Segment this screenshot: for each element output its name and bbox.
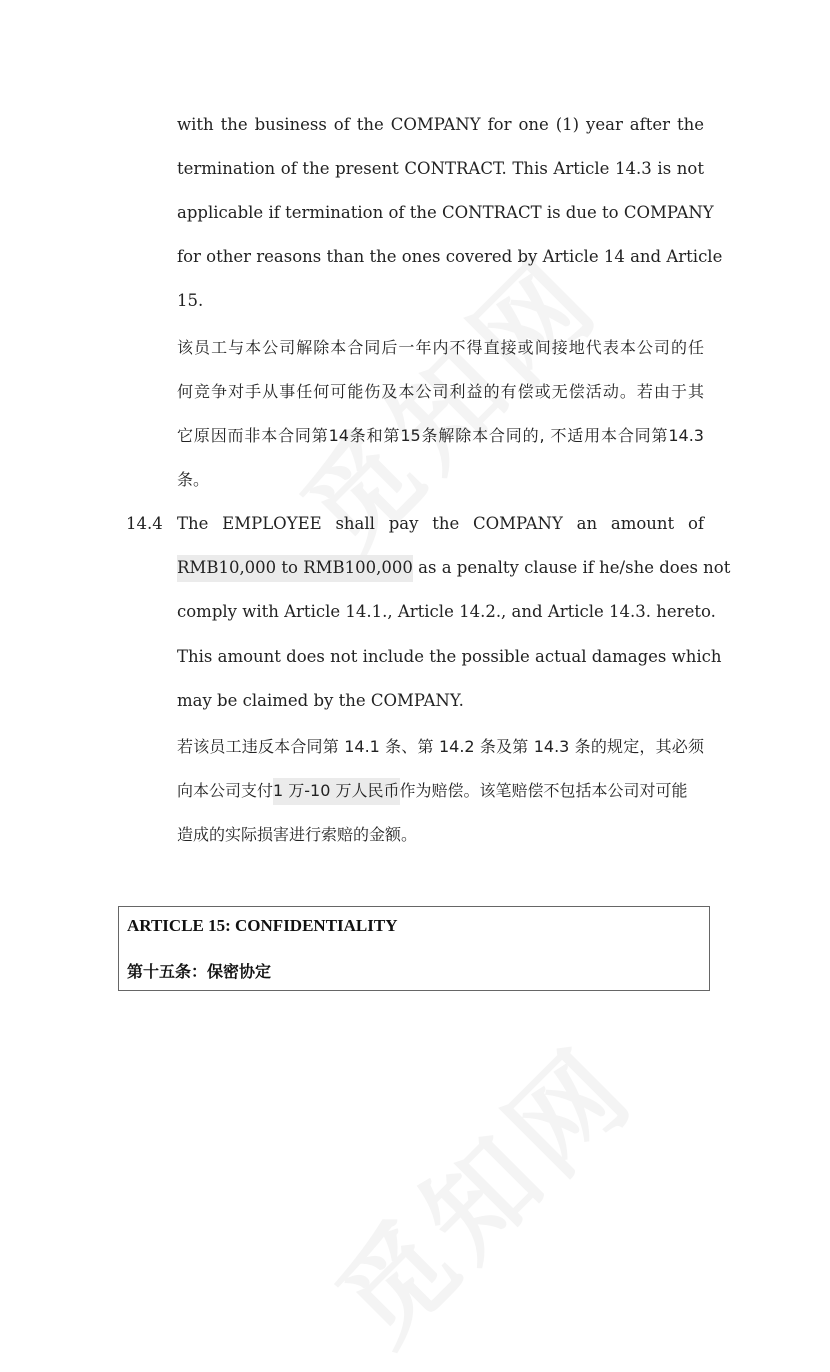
- text-line: comply with Article 14.1., Article 14.2., and Article 14.3. hereto.: [177, 602, 716, 621]
- text-line: [177, 558, 731, 578]
- highlighted-amount: 1 万-10 万人民币: [273, 778, 400, 805]
- text-line: may be claimed by the COMPANY.: [177, 691, 464, 710]
- text-line: 造成的实际损害进行索赔的金额。: [177, 825, 418, 844]
- text-line: termination of the present CONTRACT. This Article 14.3 is not: [177, 159, 704, 178]
- article-15-heading-box: [118, 906, 710, 991]
- clause-number: 14.4: [126, 514, 163, 533]
- text-line: The EMPLOYEE shall pay the COMPANY an amount of: [177, 514, 704, 533]
- text-segment: 向本公司支付: [177, 781, 274, 800]
- text-line: 若该员工违反本合同第 14.1 条、第 14.2 条及第 14.3 条的规定，其必须: [177, 737, 704, 756]
- watermark: [297, 1006, 663, 1372]
- text-line: 该员工与本公司解除本合同后一年内不得直接或间接地代表本公司的任: [177, 338, 704, 357]
- text-segment: as a penalty clause if he/she does not: [412, 558, 731, 577]
- text-line: applicable if termination of the CONTRACT is due to COMPANY: [177, 203, 714, 222]
- text-line: [177, 781, 688, 801]
- text-segment: 作为赔偿。该笔赔偿不包括本公司对可能: [399, 781, 688, 800]
- text-line: 条。: [177, 470, 210, 489]
- article-title-chinese: 第十五条：保密协定: [127, 962, 272, 981]
- article-title-english: ARTICLE 15: CONFIDENTIALITY: [127, 916, 398, 935]
- text-line: This amount does not include the possible actual damages which: [177, 647, 722, 666]
- text-line: with the business of the COMPANY for one (1) year after the: [177, 115, 704, 134]
- highlighted-amount: RMB10,000 to RMB100,000: [177, 555, 413, 582]
- text-line: for other reasons than the ones covered by Article 14 and Article: [177, 247, 723, 266]
- text-line: 它原因而非本合同第14条和第15条解除本合同的, 不适用本合同第14.3: [177, 426, 704, 445]
- text-line: 何竞争对手从事任何可能伤及本公司利益的有偿或无偿活动。若由于其: [177, 382, 704, 401]
- text-line: 15.: [177, 291, 204, 310]
